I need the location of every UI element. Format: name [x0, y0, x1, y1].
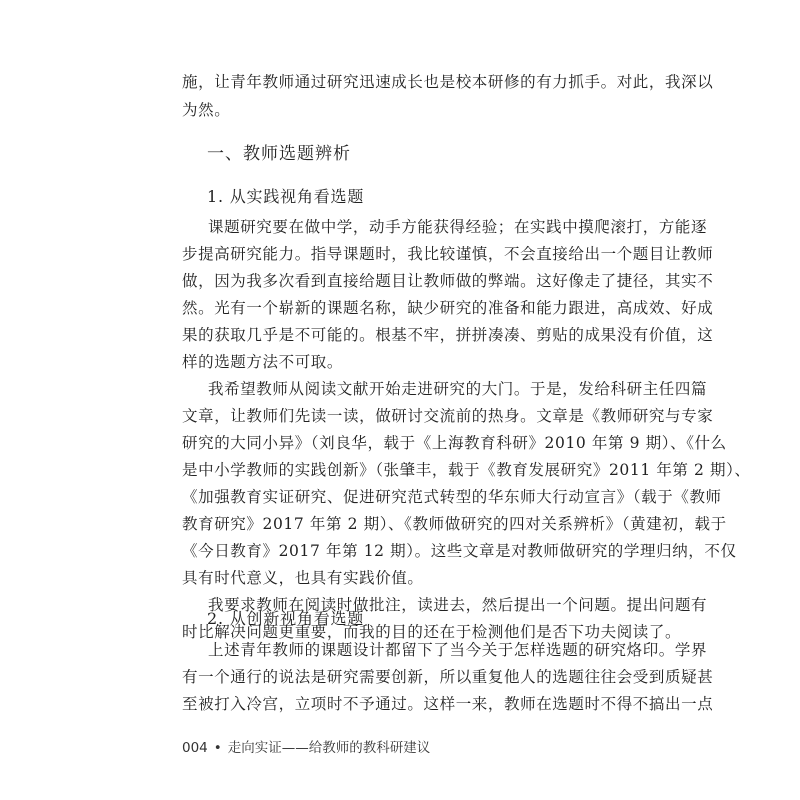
section-heading: 一、教师选题辨析	[207, 144, 351, 164]
text-line: 步提高研究能力。指导课题时，我比较谨慎，不会直接给出一个题目让教师	[182, 245, 714, 263]
text-line: 做，因为我多次看到直接给题目让教师做的弊端。这好像走了捷径，其实不	[182, 272, 714, 290]
text-line: 我要求教师在阅读时做批注，读进去，然后提出一个问题。提出问题有	[208, 596, 708, 614]
book-title: 走向实证——给教师的教科研建议	[227, 740, 431, 756]
text-line: 具有时代意义，也具有实践价值。	[182, 569, 424, 587]
text-line: 文章，让教师们先读一读，做研讨交流前的热身。文章是《教师研究与专家	[182, 407, 714, 425]
text-line: 《加强教育实证研究、促进研究范式转型的华东师大行动宣言》（载于《教师	[182, 488, 722, 506]
subsection-heading-2: 2. 从创新视角看选题	[207, 609, 365, 628]
text-line: 有一个通行的说法是研究需要创新，所以重复他人的选题往往会受到质疑甚	[182, 668, 714, 686]
text-line: 是中小学教师的实践创新》（张肇丰，载于《教育发展研究》2011 年第 2 期）、	[182, 461, 751, 479]
text-line: 课题研究要在做中学，动手方能获得经验；在实践中摸爬滚打，方能逐	[208, 218, 708, 236]
text-line: 研究的大同小异》（刘良华，载于《上海教育科研》2010 年第 9 期）、《什么	[182, 434, 727, 452]
footer-separator: •	[213, 740, 222, 756]
page-footer	[182, 736, 430, 756]
page-number: 004	[182, 740, 208, 756]
text-line: 样的选题方法不可取。	[182, 353, 344, 371]
subsection-heading-1: 1. 从实践视角看选题	[207, 187, 365, 206]
text-line: 教育研究》2017 年第 2 期）、《教师做研究的四对关系辨析》（黄建初，载于	[182, 515, 727, 533]
text-line: 至被打入冷宫，立项时不予通过。这样一来，教师在选题时不得不搞出一点	[182, 695, 714, 713]
text-line: 果的获取几乎是不可能的。根基不牢，拼拼凑凑、剪贴的成果没有价值，这	[182, 326, 714, 344]
text-line: 时比解决问题更重要，而我的目的还在于检测他们是否下功夫阅读了。	[182, 623, 682, 641]
text-line: 我希望教师从阅读文献开始走进研究的大门。于是，发给科研主任四篇	[208, 380, 708, 398]
text-line: 上述青年教师的课题设计都留下了当今关于怎样选题的研究烙印。学界	[208, 641, 708, 659]
text-line: 《今日教育》2017 年第 12 期）。这些文章是对教师做研究的学理归纳，不仅	[182, 542, 737, 560]
text-line: 施，让青年教师通过研究迅速成长也是校本研修的有力抓手。对此，我深以	[182, 73, 714, 91]
text-line: 为然。	[182, 101, 231, 119]
text-line: 然。光有一个崭新的课题名称，缺少研究的准备和能力跟进，高成效、好成	[182, 299, 714, 317]
